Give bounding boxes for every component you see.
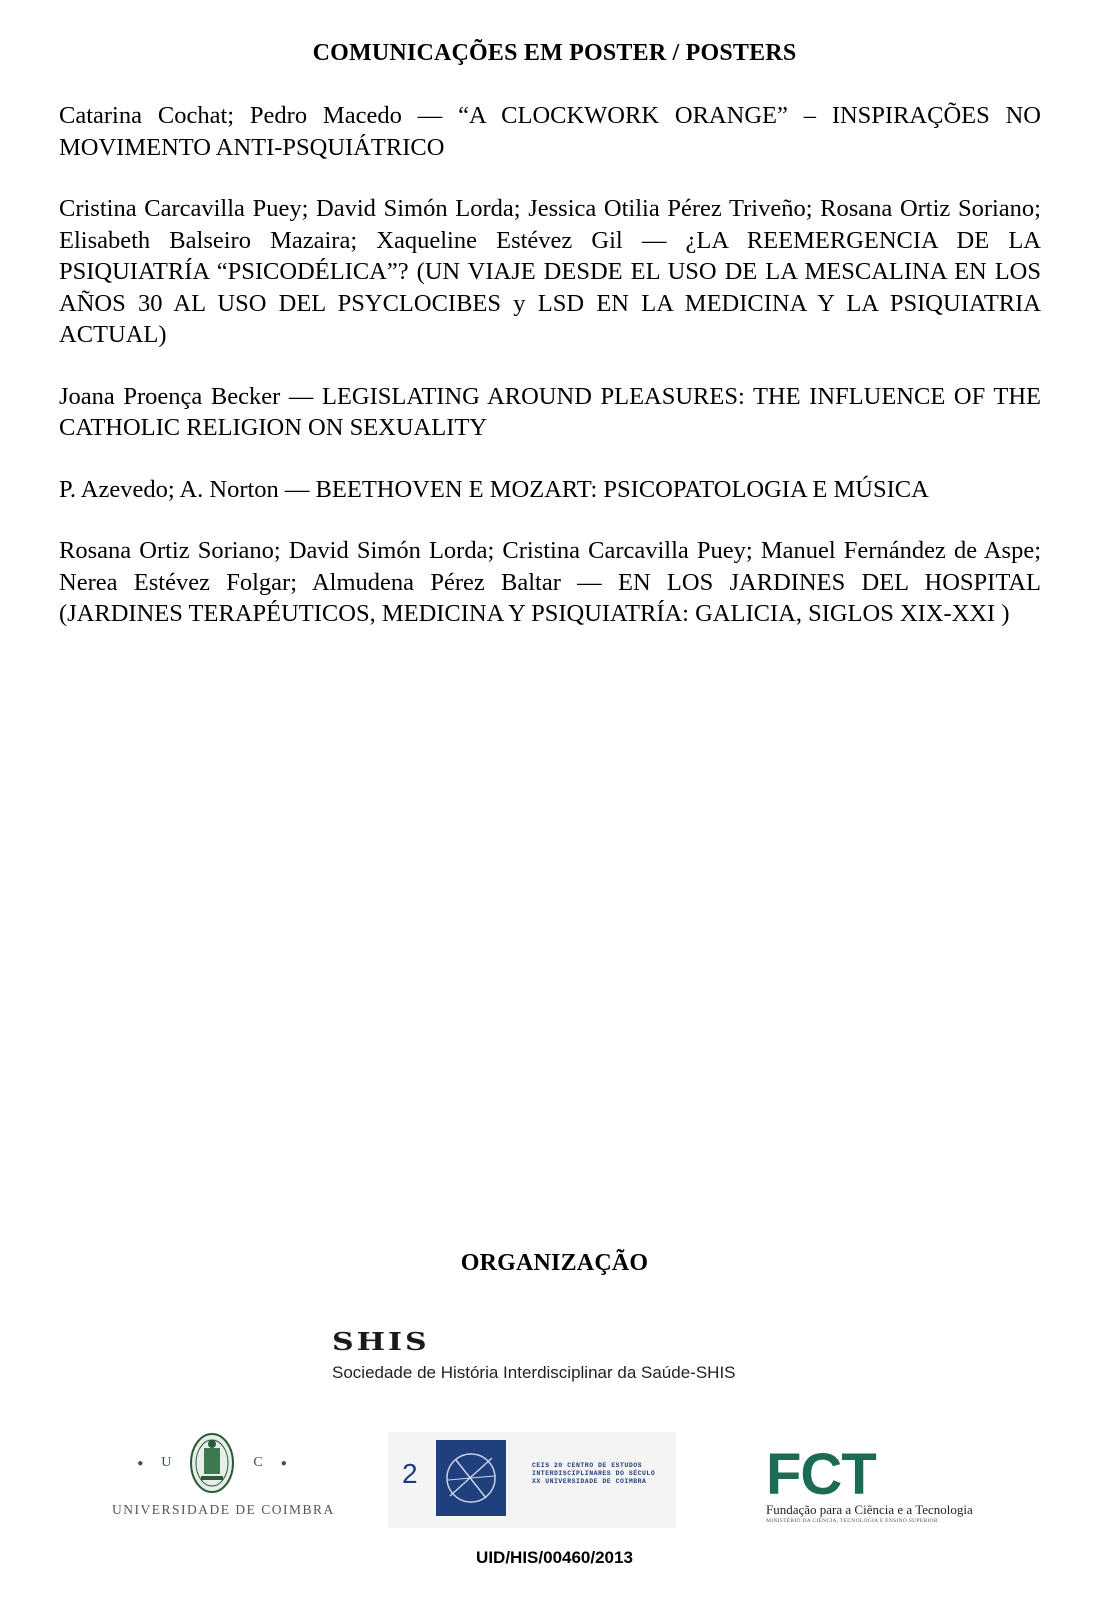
fct-logo-block [766, 1442, 973, 1524]
poster-list [59, 100, 1041, 660]
uc-logo-block [112, 1432, 335, 1518]
ceis-emblem-icon [436, 1440, 506, 1516]
uc-letter-right: C [253, 1455, 263, 1470]
dot-icon: ● [280, 1457, 287, 1469]
poster-entry: Catarina Cochat; Pedro Macedo — “A CLOCKWORK ORANGE” – INSPIRAÇÕES NO MOVIMENTO ANTI-PSQUIÁTRICO [59, 102, 1041, 161]
poster-entry: Rosana Ortiz Soriano; David Simón Lorda; Cristina Carcavilla Puey; Manuel Fernández de Aspe; Nerea Estévez Folgar; Almudena Pérez Baltar — EN LOS JARDINES DEL HOSPITAL (JARDINES TERAPÉUTICOS, MEDICINA Y PSIQUIATRÍA: GALICIA, SIGLOS XIX-XXI ) [59, 537, 1041, 627]
shis-name: Sociedade de História Interdisciplinar da Saúde-SHIS [332, 1363, 736, 1382]
uc-letter-left: U [161, 1455, 172, 1470]
shis-logo-block [332, 1328, 736, 1383]
fct-logo: FCT [766, 1442, 876, 1507]
fct-ministry: MINISTÉRIO DA CIÊNCIA, TECNOLOGIA E ENSINO SUPERIOR [766, 1518, 938, 1524]
university-seal-icon [189, 1432, 235, 1494]
ceis20-logo-block [388, 1432, 676, 1528]
fct-name: Fundação para a Ciência e a Tecnologia [766, 1502, 973, 1517]
poster-entry: P. Azevedo; A. Norton — BEETHOVEN E MOZART: PSICOPATOLOGIA E MÚSICA [59, 475, 929, 503]
uc-name: UNIVERSIDADE DE COIMBRA [112, 1502, 335, 1517]
ceis-number: 2 [402, 1458, 418, 1489]
shis-logo: SHIS [332, 1328, 430, 1357]
ceis-text: CEIS 20 CENTRO DE ESTUDOS INTERDISCIPLINARES DO SÉCULO XX UNIVERSIDADE DE COIMBRA [532, 1462, 656, 1485]
project-uid: UID/HIS/00460/2013 [476, 1548, 633, 1567]
dot-icon: ● [137, 1457, 144, 1469]
poster-entry: Joana Proença Becker — LEGISLATING AROUND PLEASURES: THE INFLUENCE OF THE CATHOLIC RELIGION ON SEXUALITY [59, 382, 1041, 441]
poster-entry: Cristina Carcavilla Puey; David Simón Lorda; Jessica Otilia Pérez Triveño; Rosana Ortiz Soriano; Elisabeth Balseiro Mazaira; Xaqueline Estévez Gil — ¿LA REEMERGENCIA DE LA PSIQUIATRÍA “PSICODÉLICA”? (UN VIAJE DESDE EL USO DE LA MESCALINA EN LOS AÑOS 30 AL USO DEL PSYCLOCIBES y LSD EN LA MEDICINA Y LA PSIQUIATRIA ACTUAL) [59, 195, 1041, 348]
organization-title: ORGANIZAÇÃO [460, 1250, 649, 1276]
posters-section-title: COMUNICAÇÕES EM POSTER / POSTERS [312, 40, 797, 66]
